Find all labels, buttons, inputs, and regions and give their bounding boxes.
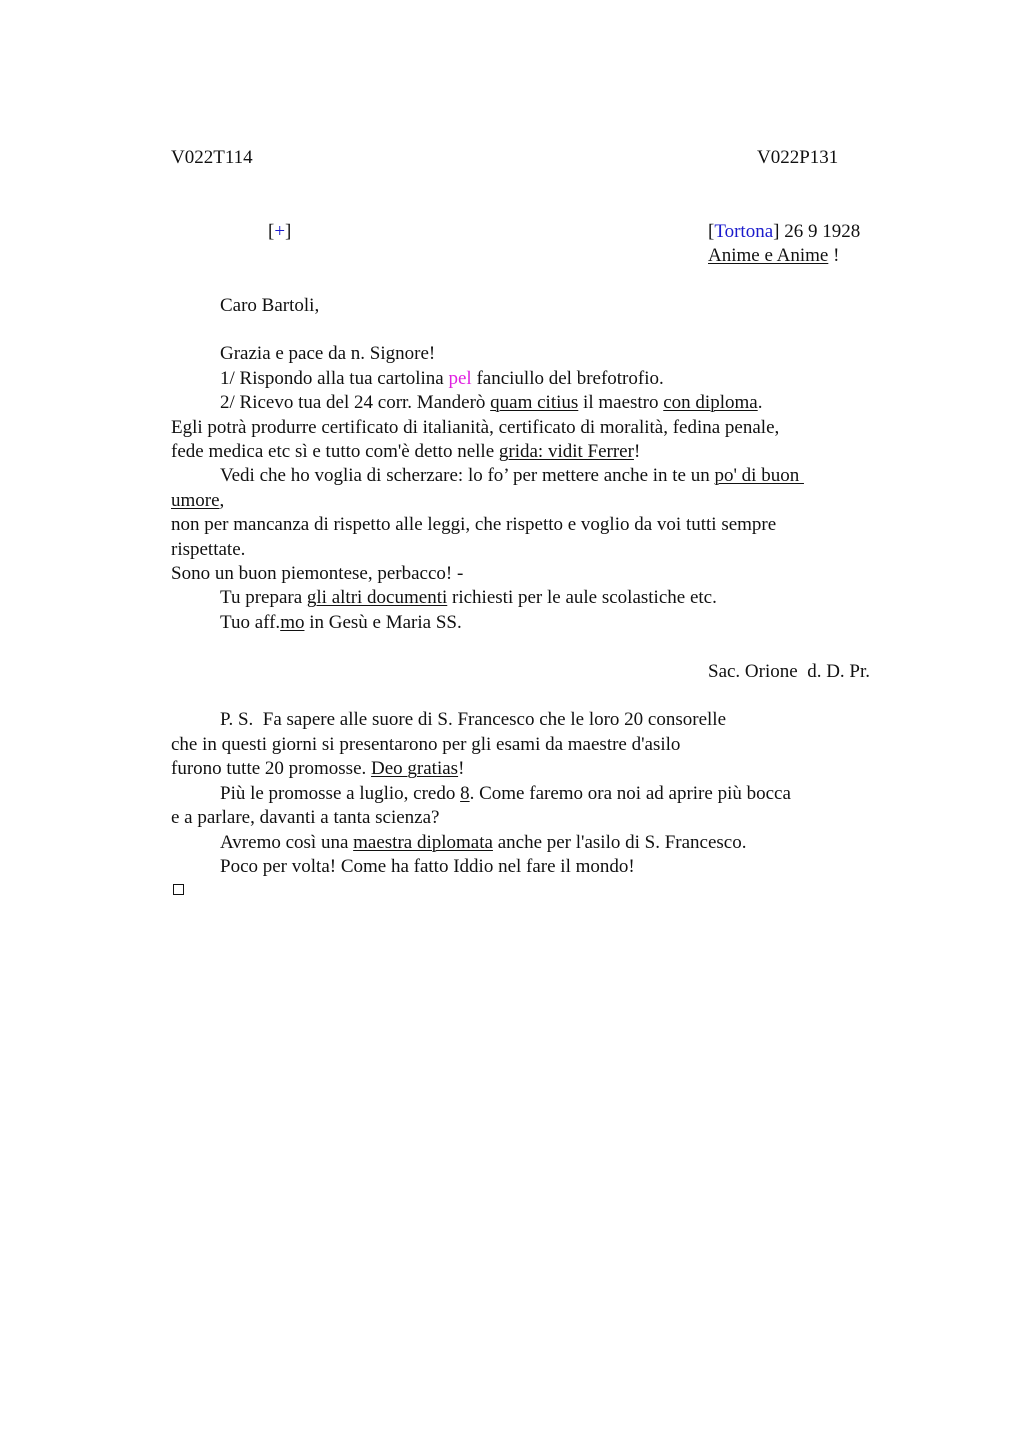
postscript: P. S. Fa sapere alle suore di S. Francesco che le loro 20 consorelle <box>220 709 727 730</box>
closing: Tuo aff.mo in Gesù e Maria SS. <box>220 612 462 633</box>
paragraph-2-line: Egli potrà produrre certificato di italianità, certificato di moralità, fedina penale, <box>171 417 780 438</box>
end-marker-box <box>173 884 184 895</box>
paragraph-3-line: rispettate. <box>171 539 246 560</box>
cross-mark: [+] <box>268 221 292 242</box>
document-code-right: V022P131 <box>757 147 839 168</box>
greeting: Grazia e pace da n. Signore! <box>220 343 436 364</box>
signature: Sac. Orione d. D. Pr. <box>708 661 871 682</box>
salutation: Caro Bartoli, <box>220 295 320 316</box>
letter-date: 26 9 1928 <box>779 221 861 242</box>
paragraph-3-line: umore, <box>171 490 225 511</box>
paragraph-1: 1/ Rispondo alla tua cartolina pel fanciullo del brefotrofio. <box>220 368 664 389</box>
postscript-line: che in questi giorni si presentarono per gli esami da maestre d'asilo <box>171 734 681 755</box>
postscript-line: Avremo così una maestra diplomata anche per l'asilo di S. Francesco. <box>220 832 747 853</box>
document-code-left: V022T114 <box>171 147 253 168</box>
postscript-line: Poco per volta! Come ha fatto Iddio nel fare il mondo! <box>220 856 635 877</box>
paragraph-2: 2/ Ricevo tua del 24 corr. Manderò quam citius il maestro con diploma. <box>220 392 763 413</box>
motto: Anime e Anime ! <box>708 245 840 266</box>
place-date: [Tortona] 26 9 1928 <box>708 221 861 242</box>
postscript-line: e a parlare, davanti a tanta scienza? <box>171 807 440 828</box>
postscript-line: Più le promosse a luglio, credo 8. Come faremo ora noi ad aprire più bocca <box>220 783 791 804</box>
highlighted-word: pel <box>448 368 472 389</box>
paragraph-3: Vedi che ho voglia di scherzare: lo fo’ per mettere anche in te un po' di buon <box>220 465 804 486</box>
paragraph-2-line: fede medica etc sì e tutto com'è detto nelle grida: vidit Ferrer! <box>171 441 641 462</box>
postscript-line: furono tutte 20 promosse. Deo gratias! <box>171 758 465 779</box>
place-name: Tortona <box>714 221 774 242</box>
cross-symbol: + <box>274 221 286 242</box>
paragraph-4: Sono un buon piemontese, perbacco! - <box>171 563 464 584</box>
paragraph-3-line: non per mancanza di rispetto alle leggi, che rispetto e voglio da voi tutti sempre <box>171 514 777 535</box>
paragraph-5: Tu prepara gli altri documenti richiesti per le aule scolastiche etc. <box>220 587 717 608</box>
